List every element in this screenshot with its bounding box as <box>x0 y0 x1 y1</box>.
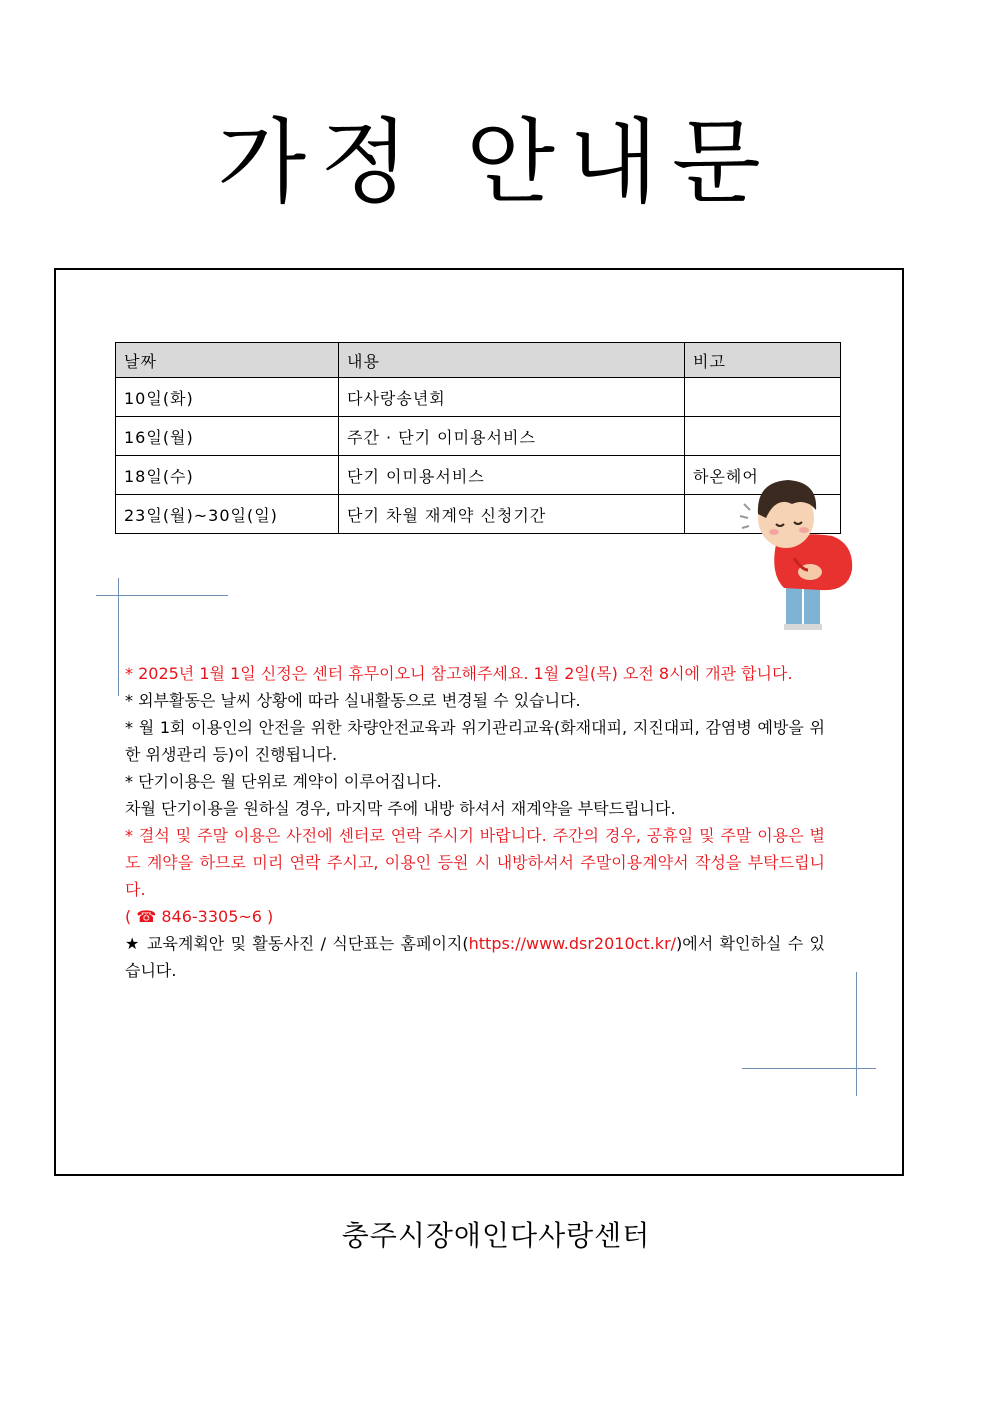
page-title: 가정 안내문 <box>217 109 775 216</box>
homepage-link[interactable]: https://www.dsr2010ct.kr/ <box>468 934 677 953</box>
bowing-boy-illustration <box>736 474 858 634</box>
header-date: 날짜 <box>116 343 339 378</box>
row-date: 18일(수) <box>116 456 339 495</box>
notice-holiday: * 2025년 1월 1일 신정은 센터 휴무이오니 참고해주세요. 1월 2일(목) 오전 8시에 개관 합니다. <box>125 664 793 683</box>
notice-homepage <box>125 930 825 984</box>
table-row <box>116 417 841 456</box>
notice-homepage-pre: ★ 교육계획안 및 활동사진 / 식단표는 홈페이지( <box>125 934 469 953</box>
row-note <box>685 378 841 417</box>
notice-homepage-post: )에서 확인하실 수 있습니다. <box>125 934 825 980</box>
row-date: 16일(월) <box>116 417 339 456</box>
header-content: 내용 <box>339 343 685 378</box>
notice-absence: * 결석 및 주말 이용은 사전에 센터로 연락 주시기 바랍니다. 주간의 경우, 공휴일 및 주말 이용은 별도 계약을 하므로 미리 연락 주시고, 이용인 등원 시 내방하셔서 주말이용계약서 작성을 부탁드립니다. <box>125 826 825 899</box>
schedule-table <box>115 342 841 534</box>
notice-recontract: 차월 단기이용을 원하실 경우, 마지막 주에 내방 하셔서 재계약을 부탁드립니다. <box>125 799 676 818</box>
corner-line-top-horizontal <box>96 595 228 596</box>
table-row <box>116 456 841 495</box>
row-note <box>685 417 841 456</box>
notice-phone: ( ☎ 846-3305~6 ) <box>125 907 274 926</box>
row-note: 하온헤어 <box>685 456 841 495</box>
notice-safety-education: * 월 1회 이용인의 안전을 위한 차량안전교육과 위기관리교육(화재대피, 지진대피, 감염병 예방을 위한 위생관리 등)이 진행됩니다. <box>125 718 825 764</box>
header-note: 비고 <box>685 343 841 378</box>
row-date: 23일(월)~30일(일) <box>116 495 339 534</box>
table-row <box>116 378 841 417</box>
table-header-row <box>116 343 841 378</box>
row-content: 주간 · 단기 이미용서비스 <box>339 417 685 456</box>
footer-center-name: 충주시장애인다사랑센터 <box>341 1219 651 1252</box>
table-row <box>116 495 841 534</box>
row-date: 10일(화) <box>116 378 339 417</box>
row-content: 단기 차월 재계약 신청기간 <box>339 495 685 534</box>
corner-line-top-vertical <box>118 578 119 696</box>
row-content: 다사랑송년회 <box>339 378 685 417</box>
row-content: 단기 이미용서비스 <box>339 456 685 495</box>
corner-line-bottom-vertical <box>856 972 857 1096</box>
notice-short-term: * 단기이용은 월 단위로 계약이 이루어집니다. <box>125 772 442 791</box>
notice-outdoor: * 외부활동은 날씨 상황에 따라 실내활동으로 변경될 수 있습니다. <box>125 691 581 710</box>
notice-text <box>125 660 825 984</box>
